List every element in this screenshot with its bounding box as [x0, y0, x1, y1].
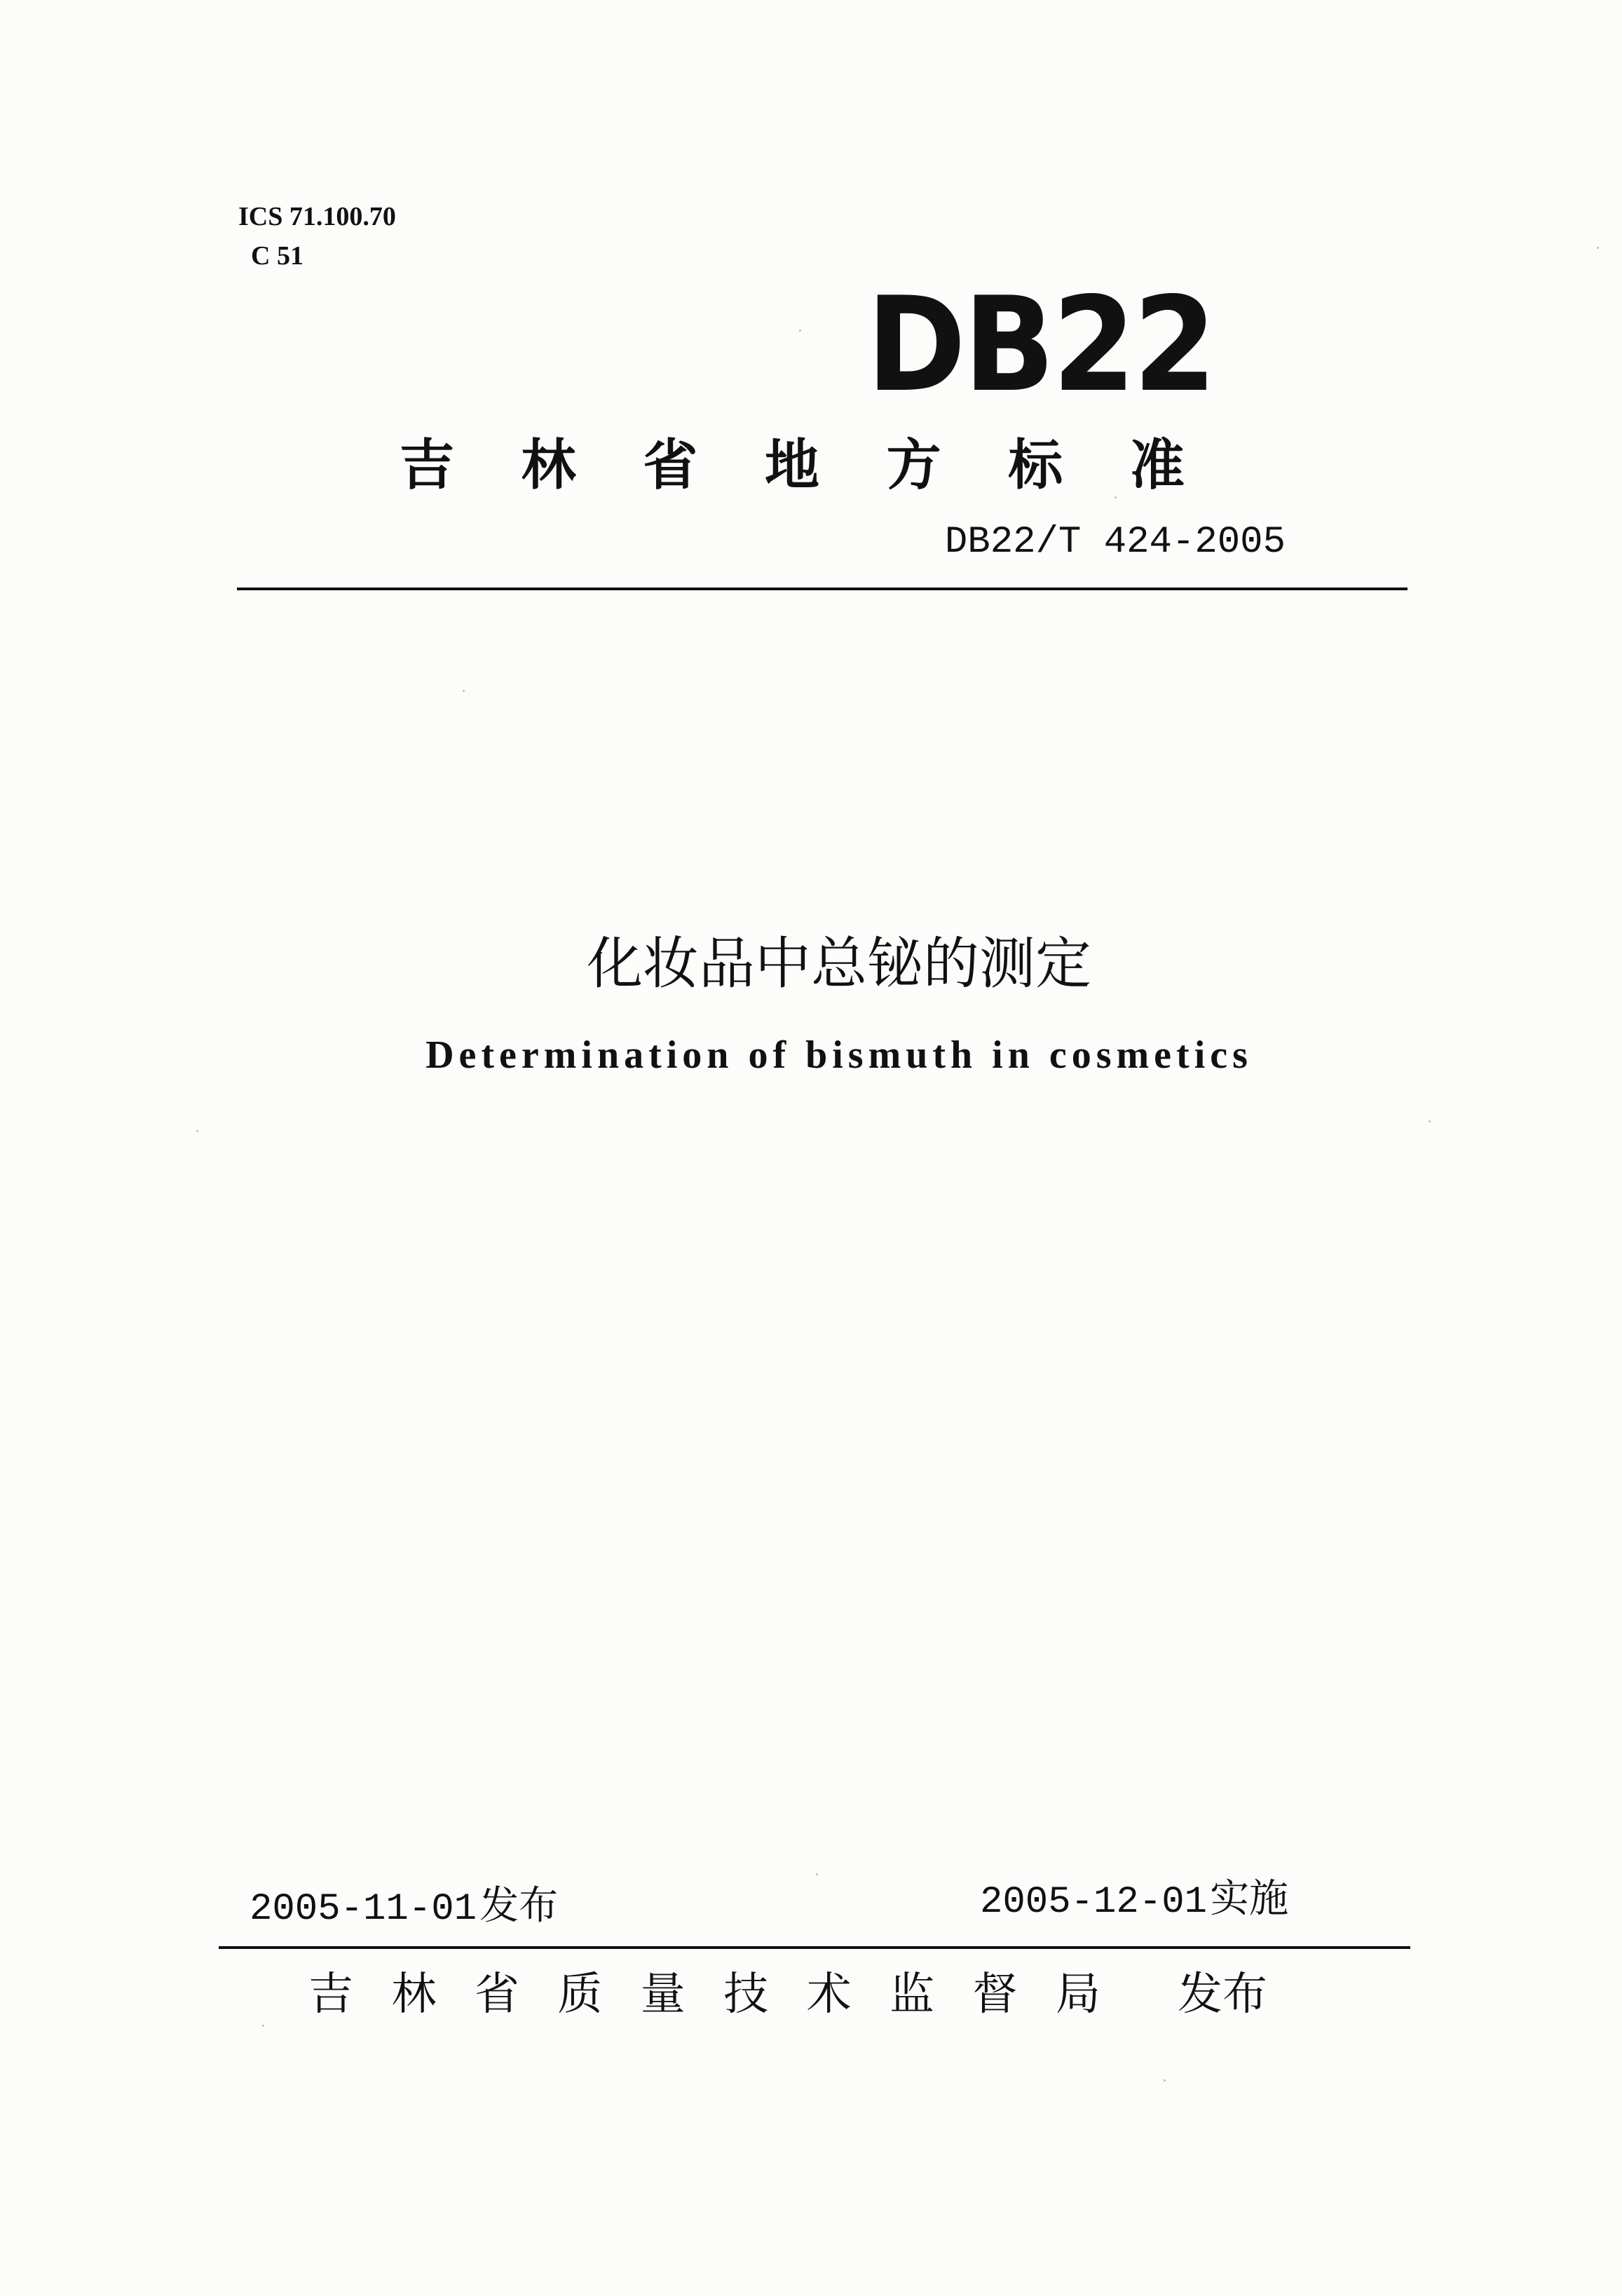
standard-mark: DB22 — [866, 269, 1214, 421]
issue-date-line — [250, 1882, 558, 1934]
scan-speck — [1164, 2079, 1166, 2081]
publisher-char: 督 — [972, 1969, 1018, 2020]
publisher-char: 术 — [806, 1969, 852, 2020]
standard-type-char: 吉 — [400, 434, 455, 497]
standard-type — [400, 430, 1185, 501]
scan-speck — [799, 330, 801, 332]
ics-code: ICS 71.100.70 — [238, 202, 396, 231]
standard-type-char: 地 — [764, 434, 819, 497]
standard-type-char: 标 — [1008, 434, 1063, 497]
publisher-char: 省 — [474, 1969, 519, 2020]
publisher-line — [308, 1963, 1267, 2026]
standard-type-char: 省 — [643, 434, 698, 497]
scan-speck — [262, 2025, 264, 2027]
scan-speck — [1115, 496, 1117, 498]
publisher-char: 吉 — [308, 1969, 353, 2020]
publisher-char: 局 — [1055, 1969, 1100, 2020]
scan-speck — [1429, 1120, 1431, 1122]
standard-type-char: 准 — [1129, 434, 1185, 497]
scan-speck — [1597, 247, 1599, 249]
publisher-char: 林 — [391, 1969, 437, 2020]
footer-divider — [219, 1946, 1410, 1949]
implementation-date: 2005-12-01 — [980, 1881, 1208, 1924]
scan-speck — [816, 1873, 818, 1875]
standard-type-char: 方 — [886, 434, 941, 497]
title-chinese: 化妆品中总铋的测定 — [587, 931, 1091, 996]
scan-speck — [463, 690, 465, 692]
scan-speck — [196, 1130, 198, 1132]
publisher-name — [308, 1963, 1100, 2026]
publisher-char: 质 — [557, 1969, 603, 2020]
implementation-word: 实施 — [1210, 1876, 1289, 1922]
standard-type-char: 林 — [521, 434, 576, 497]
publisher-char: 量 — [640, 1969, 686, 2020]
ccs-code: C 51 — [251, 241, 304, 271]
standard-number: DB22/T 424-2005 — [944, 521, 1286, 564]
publisher-char: 技 — [723, 1969, 769, 2020]
implementation-date-line — [980, 1875, 1288, 1927]
issue-date: 2005-11-01 — [250, 1888, 477, 1931]
issue-word: 发布 — [479, 1883, 559, 1929]
header-divider — [237, 587, 1408, 590]
publisher-char: 监 — [890, 1969, 935, 2020]
publisher-word: 发布 — [1178, 1969, 1267, 2020]
title-english: Determination of bismuth in cosmetics — [425, 1033, 1253, 1077]
